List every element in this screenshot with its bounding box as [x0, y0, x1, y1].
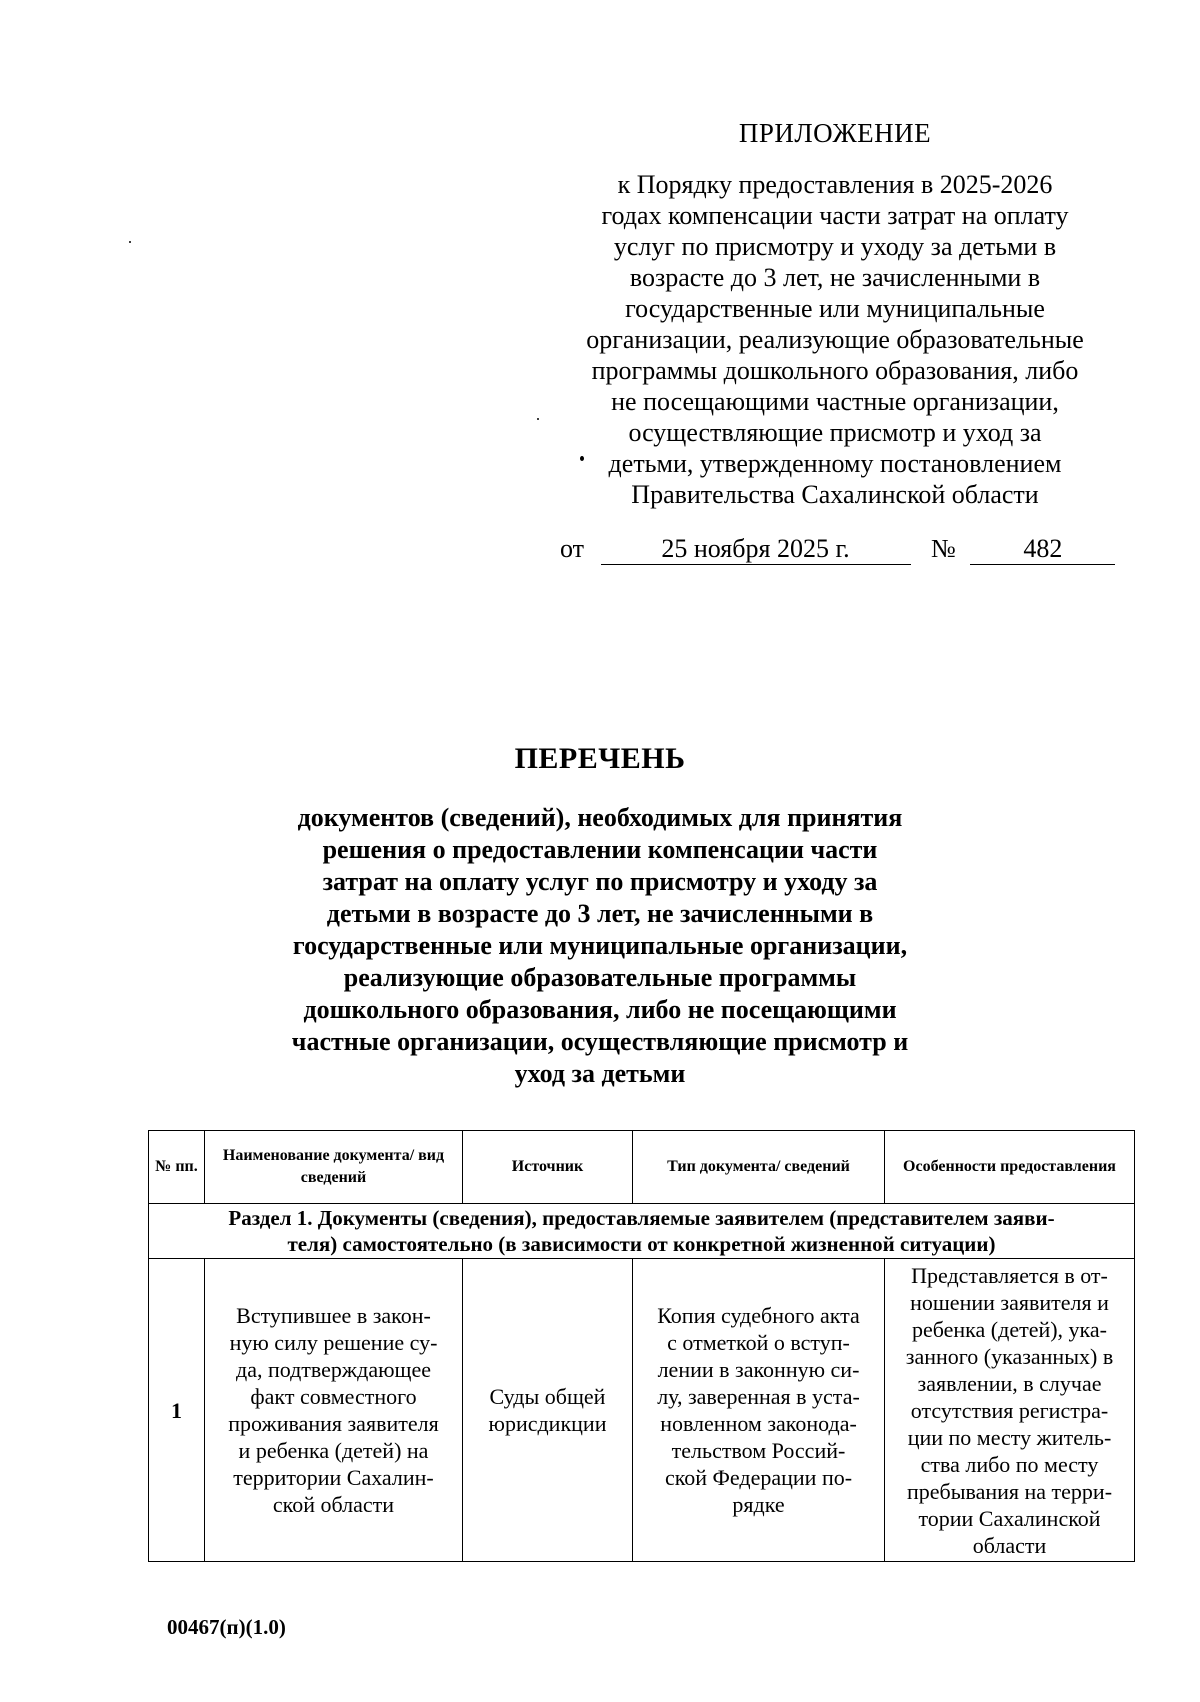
cell-line: пребывания на терри- [906, 1478, 1113, 1504]
title-line: реализующие образовательные программы [343, 963, 857, 992]
document-title [240, 742, 960, 1090]
cell-line: заявлении, в случае [917, 1370, 1102, 1396]
header-document-type: Тип документа/ сведений [633, 1131, 885, 1204]
appendix-line: к Порядку предоставления в 2025-2026 [617, 170, 1053, 199]
cell-line: отсутствия регистра- [910, 1397, 1109, 1423]
title-heading: ПЕРЕЧЕНЬ [514, 742, 686, 775]
cell-line: Вступившее в закон- [236, 1303, 431, 1328]
documents-table [148, 1130, 1135, 1562]
section-title [149, 1204, 1135, 1259]
decree-reference [560, 533, 1130, 565]
row-document-name [205, 1259, 463, 1562]
header-source: Источник [463, 1131, 633, 1204]
from-label: от [560, 534, 585, 563]
cell-line: области [972, 1532, 1047, 1558]
title-line: уход за детьми [514, 1059, 686, 1088]
header-document-name: Наименование документа/ вид сведений [205, 1131, 463, 1204]
section-row [149, 1204, 1135, 1259]
header-features: Особенности предоставления [885, 1131, 1135, 1204]
cell-line: юрисдикции [488, 1411, 607, 1436]
cell-line: лу, заверенная в уста- [657, 1384, 860, 1409]
table-header-row [149, 1131, 1135, 1204]
cell-line: территории Сахалин- [233, 1465, 434, 1490]
decree-number: 482 [970, 533, 1115, 565]
section-line: теля) самостоятельно (в зависимости от конкретной жизненной ситуации) [287, 1232, 996, 1256]
title-line: государственные или муниципальные организации, [292, 931, 908, 960]
cell-line: и ребенка (детей) на [238, 1438, 429, 1463]
document-code: 00467(п)(1.0) [167, 1615, 286, 1639]
cell-line: проживания заявителя [228, 1411, 439, 1436]
row-number: 1 [149, 1259, 205, 1562]
cell-line: Суды общей [489, 1384, 606, 1409]
cell-line: занного (указанных) в [905, 1343, 1114, 1369]
section-line: Раздел 1. Документы (сведения), предоставляемые заявителем (представителем заяви- [228, 1206, 1055, 1230]
cell-line: факт совместного [250, 1384, 417, 1409]
appendix-line: государственные или муниципальные [625, 294, 1045, 323]
cell-line: лении в законную си- [657, 1357, 860, 1382]
title-line: затрат на оплату услуг по присмотру и уходу за [322, 867, 878, 896]
cell-line: да, подтверждающее [236, 1357, 431, 1382]
cell-line: ную силу решение су- [229, 1330, 438, 1355]
cell-line: ства либо по месту [920, 1451, 1099, 1477]
appendix-block [540, 118, 1130, 510]
appendix-line: Правительства Сахалинской области [631, 480, 1039, 509]
cell-line: новленном законода- [660, 1411, 857, 1436]
title-line: частные организации, осуществляющие присмотр и [291, 1027, 909, 1056]
cell-line: рядке [732, 1492, 785, 1517]
appendix-line: возрасте до 3 лет, не зачисленными в [629, 263, 1041, 292]
cell-line: ции по месту житель- [907, 1424, 1112, 1450]
cell-line: тельством Россий- [671, 1438, 846, 1463]
title-line: дошкольного образования, либо не посещающими [303, 995, 897, 1024]
row-features [885, 1259, 1135, 1562]
scan-speck [129, 241, 131, 243]
cell-line: ношении заявителя и [910, 1289, 1109, 1315]
appendix-line: детьми, утвержденному постановлением [608, 449, 1062, 478]
row-source [463, 1259, 633, 1562]
appendix-line: годах компенсации части затрат на оплату [601, 201, 1069, 230]
appendix-line: осуществляющие присмотр и уход за [628, 418, 1042, 447]
cell-line: ской Федерации по- [664, 1465, 853, 1490]
scan-speck [580, 456, 584, 461]
appendix-heading: ПРИЛОЖЕНИЕ [738, 118, 932, 148]
cell-line: с отметкой о вступ- [667, 1330, 850, 1355]
title-line: документов (сведений), необходимых для принятия [297, 803, 903, 832]
scan-speck [537, 418, 539, 420]
title-subtitle [240, 802, 960, 1090]
cell-line: Представляется в от- [911, 1262, 1108, 1288]
appendix-line: организации, реализующие образовательные [586, 325, 1084, 354]
cell-line: Копия судебного акта [657, 1303, 860, 1328]
cell-line: ской области [272, 1492, 395, 1517]
appendix-line: не посещающими частные организации, [611, 387, 1059, 416]
title-line: детьми в возрасте до 3 лет, не зачисленными в [326, 899, 874, 928]
appendix-line: услуг по присмотру и уходу за детьми в [613, 232, 1057, 261]
number-label: № [931, 534, 956, 563]
cell-line: тории Сахалинской [918, 1505, 1101, 1531]
decree-date: 25 ноября 2025 г. [601, 533, 911, 565]
title-line: решения о предоставлении компенсации части [322, 835, 878, 864]
header-number: № пп. [149, 1131, 205, 1204]
cell-line: ребенка (детей), ука- [911, 1316, 1108, 1342]
appendix-line: программы дошкольного образования, либо [591, 356, 1079, 385]
table-row [149, 1259, 1135, 1562]
row-document-type [633, 1259, 885, 1562]
